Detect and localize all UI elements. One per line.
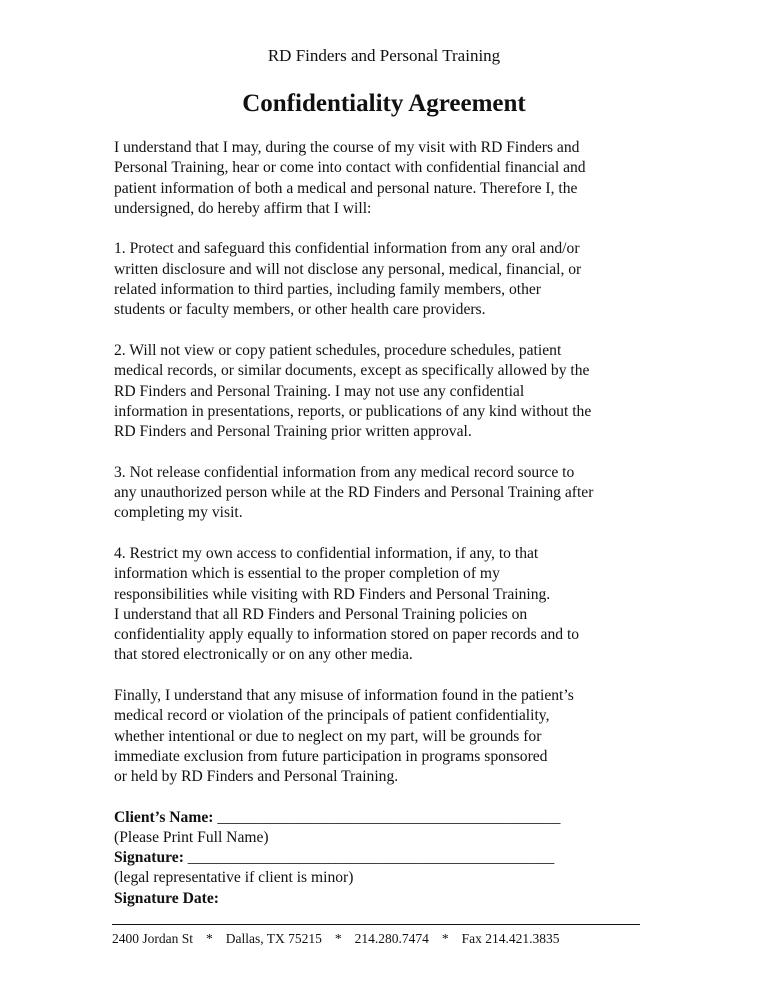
item-line: 2. Will not view or copy patient schedules, procedure schedules, patient xyxy=(114,341,562,359)
closing-line: or held by RD Finders and Personal Training. xyxy=(114,768,399,786)
closing-line: Finally, I understand that any misuse of information found in the patient’s xyxy=(114,687,574,705)
item-line: medical records, or similar documents, except as specifically allowed by the xyxy=(114,362,590,380)
item-line: students or faculty members, or other health care providers. xyxy=(114,301,486,319)
item-line: information which is essential to the proper completion of my xyxy=(114,565,500,583)
item-4-paragraph xyxy=(114,544,674,666)
item-line: RD Finders and Personal Training prior written approval. xyxy=(114,423,472,441)
signature-label: Signature: xyxy=(114,849,184,867)
footer-city: Dallas, TX 75215 xyxy=(225,931,322,946)
item-line: I understand that all RD Finders and Personal Training policies on xyxy=(114,605,528,623)
item-line: responsibilities while visiting with RD Finders and Personal Training. xyxy=(114,585,551,603)
footer-address: 2400 Jordan St xyxy=(112,931,193,946)
closing-line: medical record or violation of the principals of patient confidentiality, xyxy=(114,707,550,725)
item-line: RD Finders and Personal Training. I may not use any confidential xyxy=(114,382,525,400)
closing-line: whether intentional or due to neglect on my part, will be grounds for xyxy=(114,727,542,745)
signature-date-label: Signature Date: xyxy=(114,889,219,907)
footer-contact xyxy=(112,931,652,947)
signature-row xyxy=(114,848,674,868)
footer-phone: 214.280.7474 xyxy=(354,931,429,946)
closing-paragraph xyxy=(114,686,674,787)
item-line: 3. Not release confidential information from any medical record source to xyxy=(114,463,575,481)
intro-line: patient information of both a medical and personal nature. Therefore I, the xyxy=(114,179,578,197)
footer-separator: * xyxy=(206,931,213,946)
item-line: confidentiality apply equally to information stored on paper records and to xyxy=(114,626,580,644)
item-line: written disclosure and will not disclose any personal, medical, financial, or xyxy=(114,260,582,278)
footer-separator: * xyxy=(441,931,449,946)
organization-header: RD Finders and Personal Training xyxy=(267,46,501,65)
intro-line: Personal Training, hear or come into contact with confidential financial and xyxy=(114,159,586,177)
footer-separator: * xyxy=(334,931,342,946)
intro-line: undersigned, do hereby affirm that I will: xyxy=(114,199,372,217)
client-name-field[interactable]: ____________________________________________ xyxy=(213,808,561,826)
item-line: related information to third parties, including family members, other xyxy=(114,281,541,299)
item-2-paragraph xyxy=(114,341,674,442)
signature-form xyxy=(114,808,674,909)
intro-paragraph xyxy=(114,138,674,219)
item-line: 4. Restrict my own access to confidential information, if any, to that xyxy=(114,544,539,562)
item-line: 1. Protect and safeguard this confidential information from any oral and/or xyxy=(114,240,580,258)
item-line: information in presentations, reports, or publications of any kind without the xyxy=(114,402,592,420)
agreement-body xyxy=(114,138,674,909)
document-title: Confidentiality Agreement xyxy=(242,90,526,117)
footer-fax: Fax 214.421.3835 xyxy=(461,931,560,946)
intro-line: I understand that I may, during the course of my visit with RD Finders and xyxy=(114,139,580,156)
client-name-label: Client’s Name: xyxy=(114,808,214,826)
client-name-note: (Please Print Full Name) xyxy=(114,828,269,846)
closing-line: immediate exclusion from future participation in programs sponsored xyxy=(114,747,548,765)
client-name-row xyxy=(114,808,674,828)
item-line: that stored electronically or on any other media. xyxy=(114,646,413,664)
signature-note: (legal representative if client is minor) xyxy=(114,869,354,887)
item-line: any unauthorized person while at the RD Finders and Personal Training after xyxy=(114,484,594,502)
item-3-paragraph xyxy=(114,463,674,524)
signature-field[interactable]: _______________________________________________ xyxy=(183,849,555,867)
item-1-paragraph xyxy=(114,239,674,320)
footer-divider xyxy=(112,924,640,925)
item-line: completing my visit. xyxy=(114,504,243,522)
